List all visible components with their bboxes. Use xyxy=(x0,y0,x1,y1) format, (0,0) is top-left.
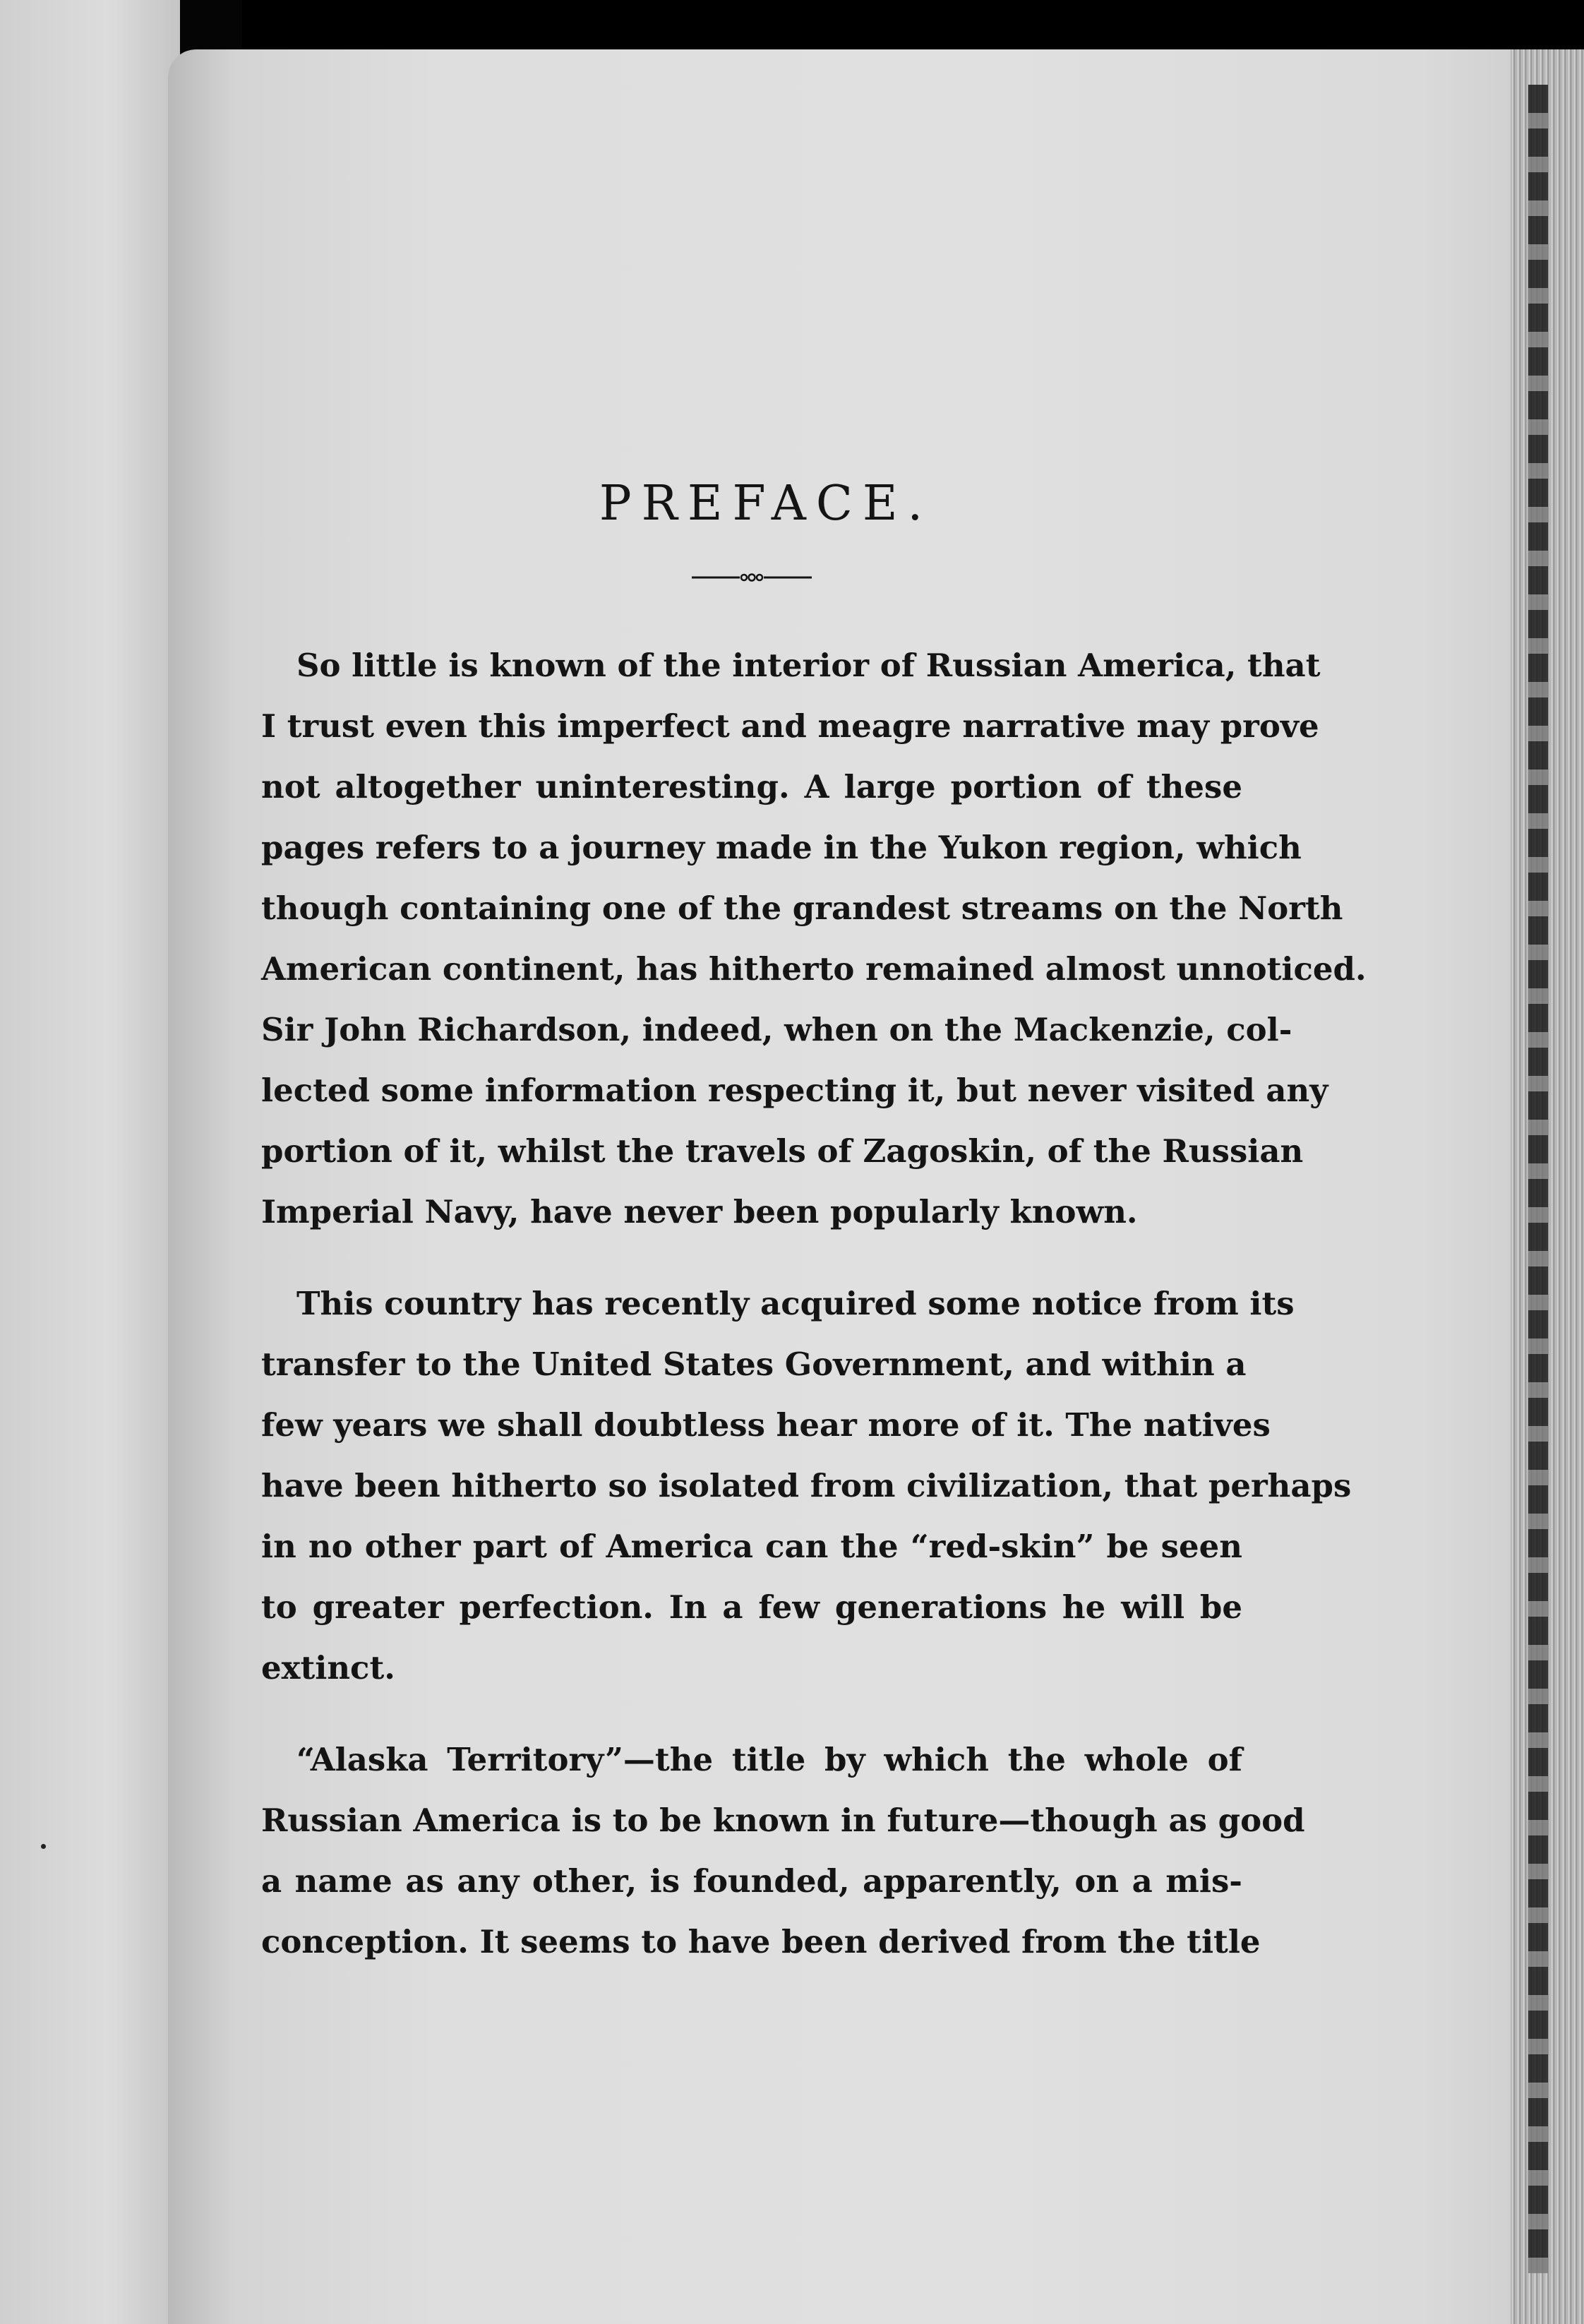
text-line: conception. It seems to have been derived from the title xyxy=(261,1923,1261,1960)
paragraph-2 xyxy=(261,1274,1352,1699)
text-line: transfer to the United States Government, and within a xyxy=(261,1346,1247,1383)
page-content xyxy=(261,452,1367,1972)
text-line: pages refers to a journey made in the Yukon region, which xyxy=(261,829,1302,866)
text-line: a name as any other, is founded, apparently, on a mis- xyxy=(261,1862,1242,1900)
page-title: PREFACE. xyxy=(599,476,933,532)
paragraph-1 xyxy=(261,635,1367,1242)
text-line: “Alaska Territory”—the title by which the whole of xyxy=(296,1741,1242,1778)
speck-mark xyxy=(41,1844,46,1849)
text-line: I trust even this imperfect and meagre narrative may prove xyxy=(261,707,1319,745)
page-edge-shadow xyxy=(1528,85,1548,2273)
title-ornament xyxy=(692,570,812,585)
text-line: extinct. xyxy=(261,1649,395,1687)
text-line: So little is known of the interior of Russian America, that xyxy=(296,647,1321,684)
text-line: American continent, has hitherto remained almost unnoticed. xyxy=(261,950,1367,988)
text-line: portion of it, whilst the travels of Zagoskin, of the Russian xyxy=(261,1132,1304,1170)
text-line: lected some information respecting it, but never visited any xyxy=(261,1072,1328,1109)
text-line: This country has recently acquired some notice from its xyxy=(296,1285,1295,1322)
paragraph-3 xyxy=(261,1730,1305,1972)
text-line: Imperial Navy, have never been popularly known. xyxy=(261,1193,1138,1230)
facing-page-edge xyxy=(0,0,180,2324)
text-line: to greater perfection. In a few generations he will be xyxy=(261,1588,1242,1626)
text-line: not altogether uninteresting. A large portion of these xyxy=(261,768,1242,805)
text-line: though containing one of the grandest streams on the North xyxy=(261,890,1343,927)
text-line: Russian America is to be known in future—though as good xyxy=(261,1802,1305,1839)
text-line: have been hitherto so isolated from civilization, that perhaps xyxy=(261,1467,1352,1504)
text-line: few years we shall doubtless hear more of it. The natives xyxy=(261,1406,1271,1444)
text-line: in no other part of America can the “red-skin” be seen xyxy=(261,1528,1242,1565)
text-line: Sir John Richardson, indeed, when on the Mackenzie, col- xyxy=(261,1011,1292,1048)
